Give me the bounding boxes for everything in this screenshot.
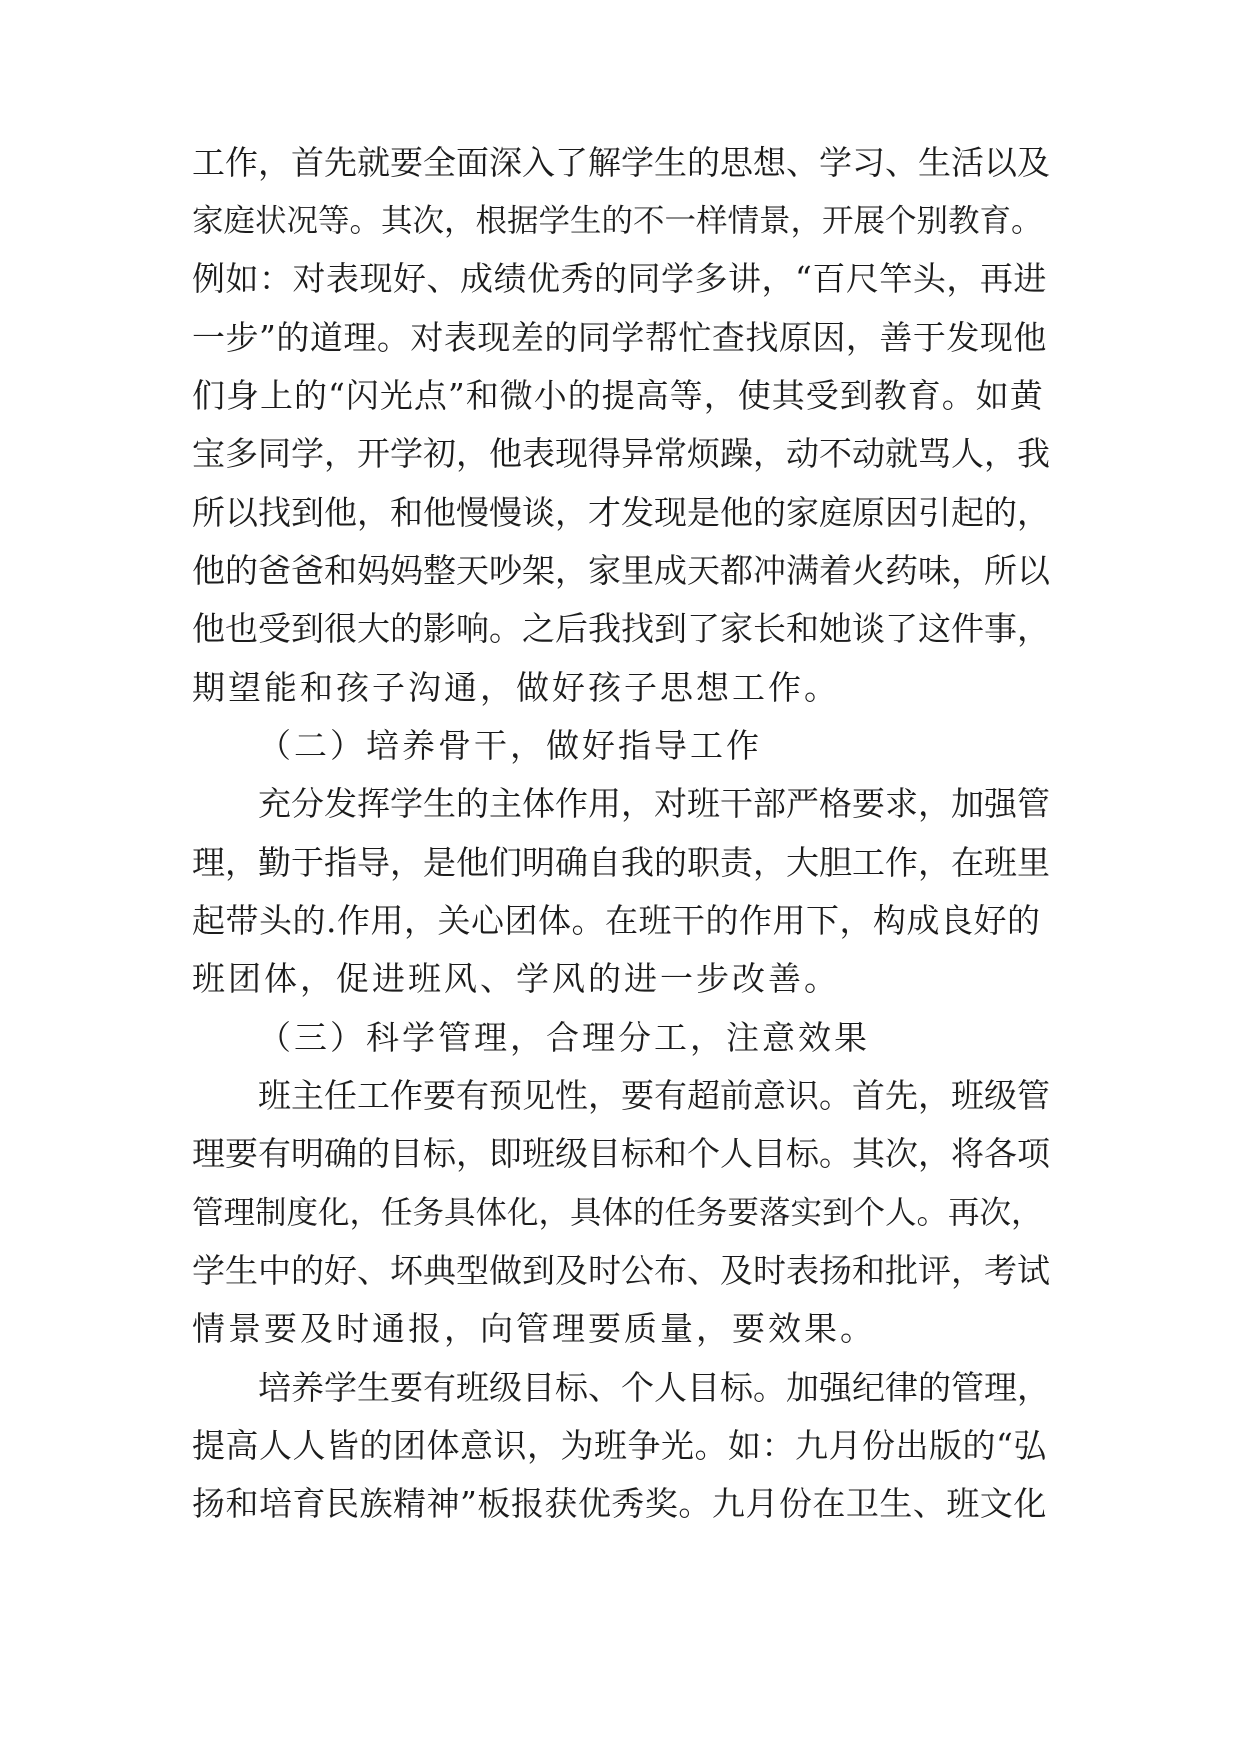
body-text-line: 管理制度化，任务具体化，具体的任务要落实到个人。再次， [192, 1195, 1043, 1231]
body-text-line: 学生中的好、坏典型做到及时公布、及时表扬和批评，考试 [192, 1251, 1050, 1290]
body-text-line: 班主任工作要有预见性，要有超前意识。首先，班级管 [258, 1076, 1050, 1115]
body-text-line: 情景要及时通报，向管理要质量，要效果。 [192, 1309, 876, 1348]
body-text-line: 他的爸爸和妈妈整天吵架，家里成天都冲满着火药味，所以 [192, 551, 1050, 590]
body-text-line: 理要有明确的目标，即班级目标和个人目标。其次，将各项 [192, 1134, 1050, 1173]
body-text-line: 培养学生要有班级目标、个人目标。加强纪律的管理， [258, 1368, 1050, 1407]
body-text-line: 所以找到他，和他慢慢谈，才发现是他的家庭原因引起的， [192, 493, 1050, 532]
body-text-line: 工作，首先就要全面深入了解学生的思想、学习、生活以及 [192, 143, 1050, 182]
body-text-line: 扬和培育民族精神”板报获优秀奖。九月份在卫生、班文化 [192, 1484, 1047, 1523]
body-text-line: 例如：对表现好、成绩优秀的同学多讲，“百尺竿头，再进 [192, 259, 1047, 298]
body-text-line: 提高人人皆的团体意识，为班争光。如：九月份出版的“弘 [192, 1426, 1047, 1465]
body-text-line: 班团体，促进班风、学风的进一步改善。 [192, 959, 840, 998]
body-text-line: 宝多同学，开学初，他表现得异常烦躁，动不动就骂人，我 [192, 434, 1050, 473]
body-text-line: 一步”的道理。对表现差的同学帮忙查找原因，善于发现他 [192, 318, 1047, 357]
body-text-line: 充分发挥学生的主体作用，对班干部严格要求，加强管 [258, 784, 1050, 823]
section-heading: （三）科学管理，合理分工，注意效果 [258, 1018, 870, 1057]
body-text-line: 理，勤于指导，是他们明确自我的职责，大胆工作，在班里 [192, 843, 1050, 882]
section-heading: （二）培养骨干，做好指导工作 [258, 726, 762, 765]
body-text-line: 他也受到很大的影响。之后我找到了家长和她谈了这件事， [192, 609, 1050, 648]
body-text-line: 家庭状况等。其次，根据学生的不一样情景，开展个别教育。 [192, 203, 1043, 239]
body-text-line: 们身上的“闪光点”和微小的提高等，使其受到教育。如黄 [192, 376, 1044, 415]
body-text-line: 起带头的.作用，关心团体。在班干的作用下，构成良好的 [192, 901, 1041, 940]
body-text-line: 期望能和孩子沟通，做好孩子思想工作。 [192, 668, 840, 707]
